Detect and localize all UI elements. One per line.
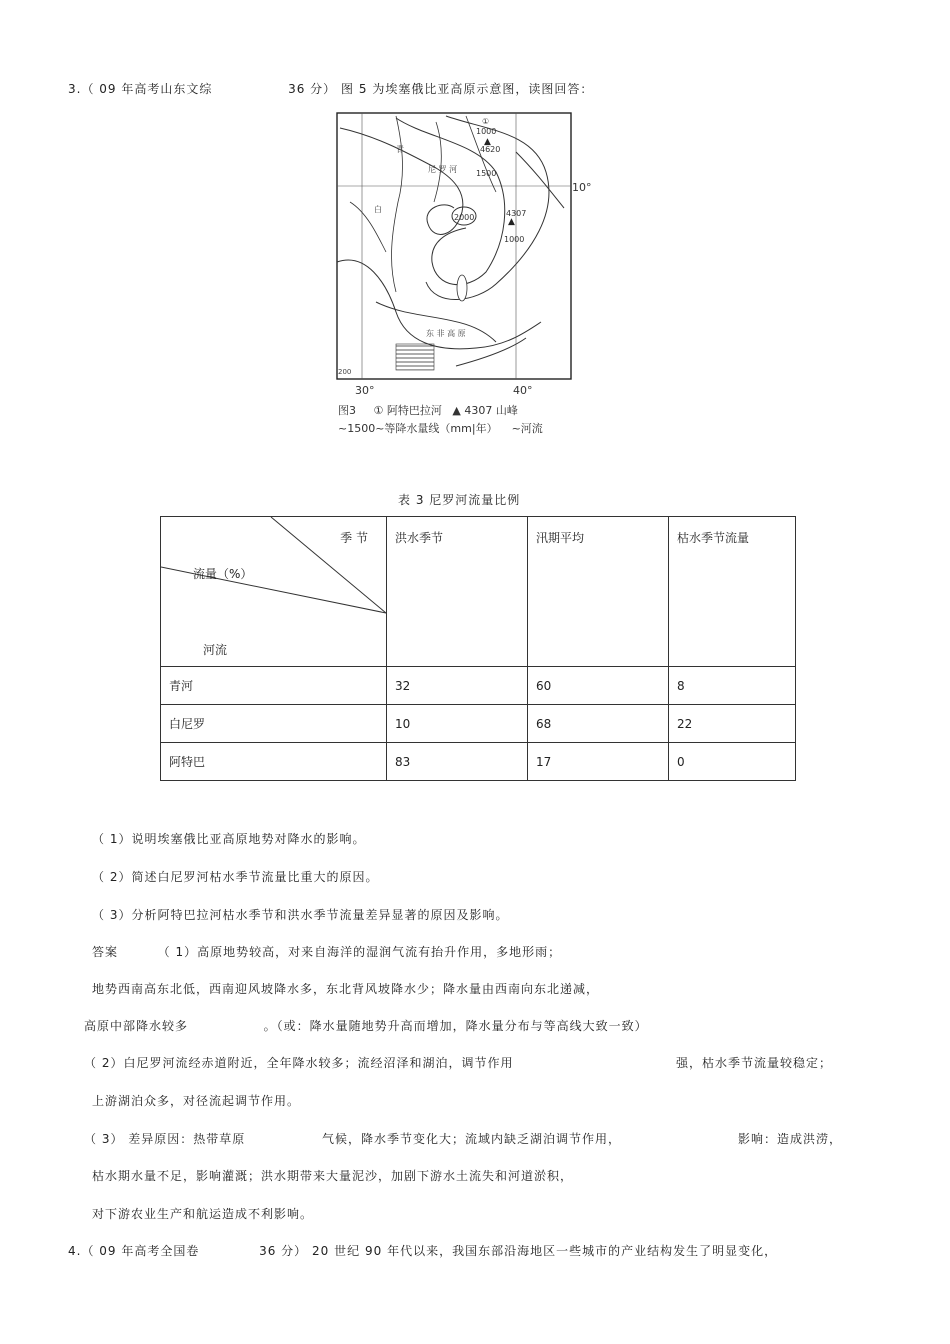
answer-3-line-3: 对下游农业生产和航运造成不利影响。: [92, 1207, 314, 1221]
answer-2: （ 2）白尼罗河流经赤道附近，全年降水较多；流经沼泽和湖泊，调节作用: [84, 1056, 514, 1070]
answer-1-line-3: 高原中部降水较多 。（或：降水量随地势升高而增加，降水量分布与等高线大致一致）: [84, 1019, 648, 1033]
map-legend-row-1: 图3 ① 阿特巴拉河 ▲ 4307 山峰: [338, 404, 518, 417]
answer-3: （ 3） 差异原因：热带草原: [84, 1132, 246, 1146]
latitude-10-label: 10°: [572, 181, 592, 194]
answer-1: 答案 （ 1）高原地势较高，对来自海洋的湿润气流有抬升作用，多地形雨；: [92, 945, 562, 959]
col-header-1: 洪水季节: [387, 517, 528, 667]
table-corner-cell: 季 节 流量（%） 河流: [161, 517, 387, 667]
svg-text:2000: 2000: [454, 213, 475, 222]
ethiopian-highland-map: [336, 112, 572, 384]
river-symbol: ①: [373, 404, 384, 417]
svg-text:1000: 1000: [504, 235, 525, 244]
svg-text:白: 白: [374, 205, 382, 214]
map-legend-row-2: ~1500~等降水量线（mm|年） ~河流: [338, 422, 543, 435]
longitude-40-label: 40°: [513, 384, 533, 397]
svg-text:▲: ▲: [508, 217, 515, 227]
answer-2-line-2: 上游湖泊众多，对径流起调节作用。: [92, 1094, 301, 1108]
table-row: 阿特巴 83 17 0: [161, 743, 796, 781]
peak-symbol-icon: ▲: [452, 404, 461, 417]
sub-question-2: （ 2）简述白尼罗河枯水季节流量比重大的原因。: [92, 870, 379, 884]
svg-text:▲: ▲: [484, 137, 491, 147]
svg-text:东 非 高 原: 东 非 高 原: [426, 329, 466, 338]
sub-question-1: （ 1）说明埃塞俄比亚高原地势对降水的影响。: [92, 832, 366, 846]
answer-3-mid: 气候，降水季节变化大；流域内缺乏湖泊调节作用，: [322, 1132, 622, 1146]
question-3-header: 3.（ 09 年高考山东文综 36 分） 图 5 为埃塞俄比亚高原示意图，读图回答：: [68, 82, 594, 96]
table-row: 青河 32 60 8: [161, 667, 796, 705]
svg-text:1500: 1500: [476, 169, 497, 178]
answer-3-line-2: 枯水期水量不足，影响灌溉；洪水期带来大量泥沙，加剧下游水土流失和河道淤积，: [92, 1169, 574, 1183]
svg-text:青: 青: [396, 145, 404, 154]
longitude-30-label: 30°: [355, 384, 375, 397]
svg-text:①: ①: [482, 117, 490, 126]
answer-2-right: 强，枯水季节流量较稳定；: [676, 1056, 833, 1070]
svg-text:尼 罗 河: 尼 罗 河: [428, 165, 458, 174]
table-header-row: [161, 517, 796, 667]
question-4-header: 4.（ 09 年高考全国卷 36 分） 20 世纪 90 年代以来，我国东部沿海地区一些城市的产业结构发生了明显变化，: [68, 1244, 778, 1258]
sub-question-3: （ 3）分析阿特巴拉河枯水季节和洪水季节流量差异显著的原因及影响。: [92, 908, 509, 922]
flow-ratio-table: [160, 516, 796, 781]
svg-text:200: 200: [338, 368, 352, 376]
svg-text:4307: 4307: [506, 209, 527, 218]
answer-1-line-2: 地势西南高东北低，西南迎风坡降水多，东北背风坡降水少；降水量由西南向东北递减，: [92, 982, 600, 996]
svg-text:1000: 1000: [476, 127, 497, 136]
svg-text:4620: 4620: [480, 145, 501, 154]
table-row: 白尼罗 10 68 22: [161, 705, 796, 743]
col-header-3: 枯水季节流量: [669, 517, 796, 667]
col-header-2: 汛期平均: [528, 517, 669, 667]
answer-3-right: 影响：造成洪涝，: [738, 1132, 843, 1146]
table-caption: 表 3 尼罗河流量比例: [398, 493, 521, 507]
